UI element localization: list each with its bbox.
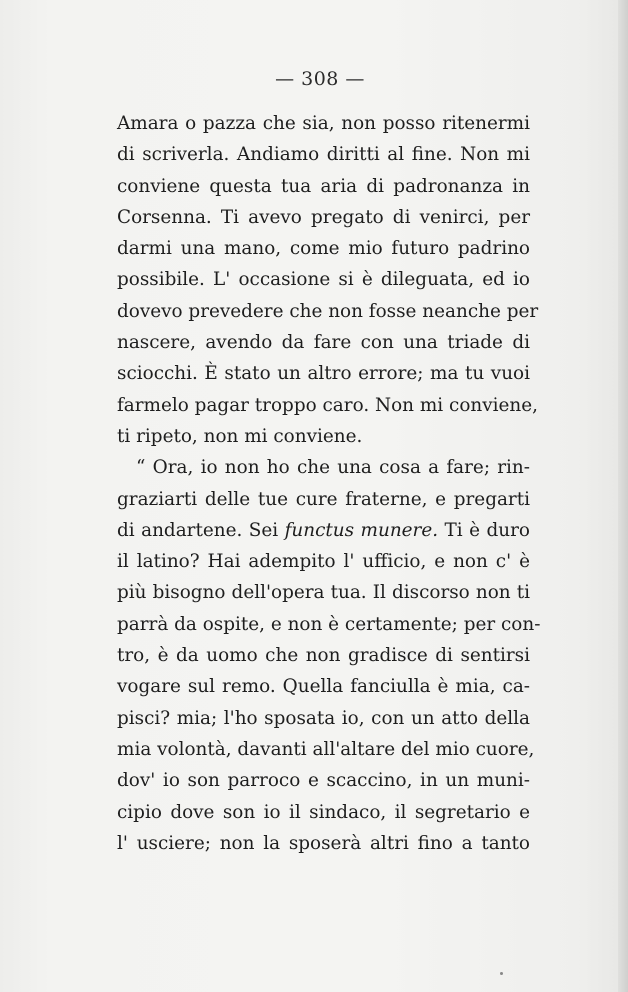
text-line: graziarti delle tue cure fraterne, e pregarti <box>117 488 530 510</box>
text-line: conviene questa tua aria di padronanza in <box>117 175 530 197</box>
text-line: vogare sul remo. Quella fanciulla è mia, ca- <box>117 676 530 698</box>
text-line: nascere, avendo da fare con una triade di <box>117 332 530 354</box>
text-line: tro, è da uomo che non gradisce di sentirsi <box>117 645 530 667</box>
text-run: Ti è duro <box>438 519 530 541</box>
text-line: l' usciere; non la sposerà altri fino a tanto <box>117 832 530 854</box>
text-line: più bisogno dell'opera tua. Il discorso non ti <box>117 582 530 604</box>
text-line: parrà da ospite, e non è certamente; per con- <box>117 613 541 635</box>
text-line: farmelo pagar troppo caro. Non mi conviene, <box>117 394 538 416</box>
text-line-with-italic <box>117 515 530 546</box>
text-line: il latino? Hai adempito l' ufficio, e non c' è <box>117 551 530 573</box>
text-line: pisci? mia; l'ho sposata io, con un atto della <box>117 707 530 729</box>
text-line: sciocchi. È stato un altro errore; ma tu vuoi <box>117 363 530 385</box>
text-line: Corsenna. Ti avevo pregato di venirci, per <box>117 206 530 228</box>
text-line-paragraph-end: ti ripeto, non mi conviene. <box>117 425 363 447</box>
text-line: possibile. L' occasione si è dileguata, ed io <box>117 269 530 291</box>
text-line-paragraph-start: “ Ora, io non ho che una cosa a fare; rin- <box>136 457 530 479</box>
text-line: dovevo prevedere che non fosse neanche per <box>117 300 539 322</box>
text-line: darmi una mano, come mio futuro padrino <box>117 238 530 260</box>
page-number: — 308 — <box>275 68 365 90</box>
text-line: dov' io son parroco e scaccino, in un muni- <box>117 770 530 792</box>
text-line: cipio dove son io il sindaco, il segretario e <box>117 801 530 823</box>
text-line: di scriverla. Andiamo diritti al fine. Non mi <box>117 144 530 166</box>
text-run: di andartene. Sei <box>117 519 285 541</box>
text-line: Amara o pazza che sia, non posso ritenermi <box>117 113 530 134</box>
body-text <box>117 108 541 859</box>
text-line: mia volontà, davanti all'altare del mio cuore, <box>117 738 535 760</box>
paper-speck <box>500 972 503 975</box>
page-edge <box>618 0 628 992</box>
latin-phrase: functus munere. <box>284 519 439 541</box>
